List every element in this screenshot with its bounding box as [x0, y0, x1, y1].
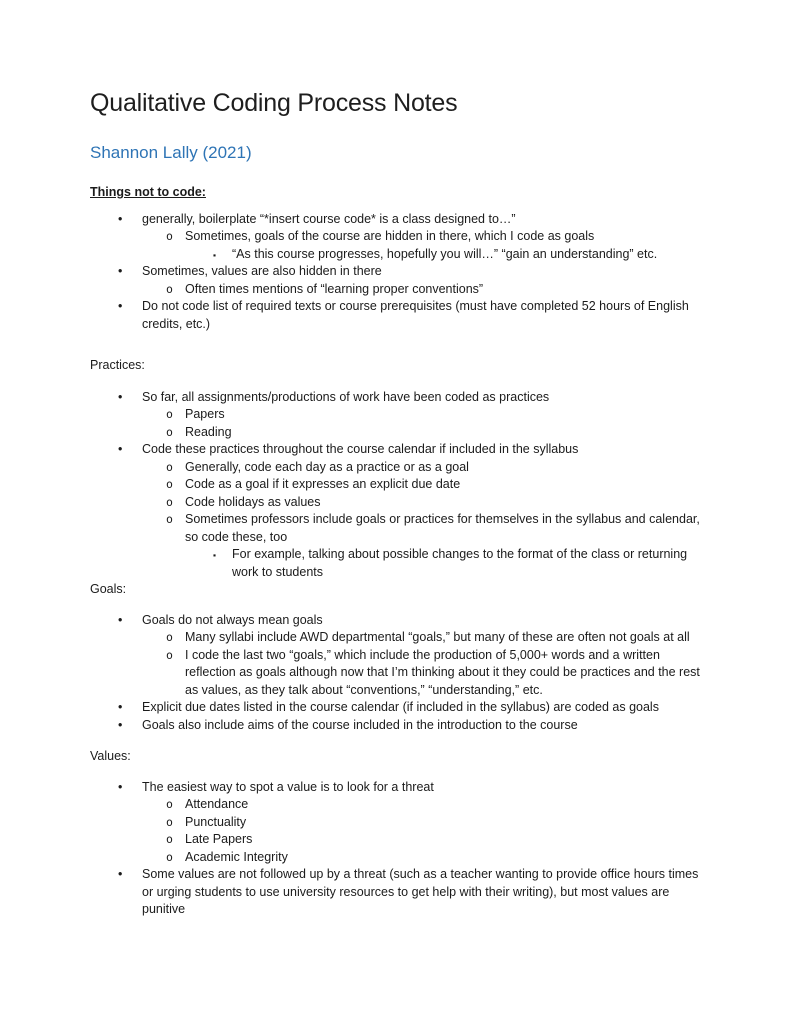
list-item-text: Sometimes professors include goals or practices for themselves in the syllabus and calendar, so code these, too — [185, 512, 700, 544]
list-item — [90, 459, 711, 477]
list-item-text: generally, boilerplate “*insert course code* is a class designed to…” — [142, 211, 516, 226]
bullet-icon: • — [118, 612, 123, 627]
bullet-icon: • — [118, 442, 123, 456]
bullet-icon: o — [166, 229, 173, 243]
bullet-icon: ▪ — [213, 249, 217, 260]
list-item — [90, 866, 711, 919]
bullet-icon: • — [118, 211, 123, 226]
bullet-icon: o — [166, 849, 173, 864]
list-item — [90, 612, 711, 630]
list-item — [90, 424, 711, 442]
list-item-text: Academic Integrity — [185, 849, 288, 864]
list-item — [90, 281, 711, 299]
list-item — [90, 814, 711, 832]
list-item-text: Code holidays as values — [185, 494, 321, 509]
list-item — [90, 389, 711, 407]
bullet-list-things-not-to-code — [90, 211, 711, 334]
list-item — [90, 263, 711, 281]
bullet-icon: o — [166, 459, 173, 474]
list-item — [90, 717, 711, 735]
list-item-text: Goals also include aims of the course included in the introduction to the course — [142, 717, 578, 732]
list-item-text: Goals do not always mean goals — [142, 612, 323, 627]
list-item-text: Generally, code each day as a practice or as a goal — [185, 459, 469, 474]
list-item — [90, 647, 711, 700]
list-item — [90, 476, 711, 494]
author-line: Shannon Lally (2021) — [90, 143, 252, 162]
bullet-icon: ▪ — [213, 550, 217, 560]
list-item-text: Reading — [185, 424, 232, 439]
list-item — [90, 228, 711, 246]
list-item-text: Attendance — [185, 797, 249, 811]
list-item-text: I code the last two “goals,” which include the production of 5,000+ words and a written reflection as goals although now that I’m thinking about it they could be practices and the rest as values, as they talk about “conventions,” “understanding,” etc. — [185, 647, 700, 697]
bullet-icon: o — [166, 512, 173, 526]
bullet-icon: o — [166, 630, 173, 644]
list-item-text: Punctuality — [185, 814, 247, 829]
bullet-list-practices — [90, 389, 711, 582]
list-item — [90, 546, 711, 581]
bullet-icon: o — [166, 797, 173, 811]
list-item-text: Sometimes, values are also hidden in there — [142, 264, 382, 278]
list-item — [90, 511, 711, 546]
bullet-icon: • — [118, 389, 123, 404]
bullet-icon: • — [118, 299, 123, 313]
list-item-text: Often times mentions of “learning proper conventions” — [185, 281, 484, 296]
bullet-list-values — [90, 779, 711, 919]
list-item-text: For example, talking about possible changes to the format of the class or returning work to students — [232, 547, 688, 579]
section-values — [90, 748, 711, 919]
bullet-icon: o — [166, 647, 173, 662]
list-item-text: Code these practices throughout the course calendar if included in the syllabus — [142, 442, 579, 456]
bullet-icon: • — [118, 779, 123, 794]
list-item — [90, 211, 711, 229]
list-item — [90, 246, 711, 264]
bullet-icon: o — [166, 407, 173, 421]
list-item-text: Many syllabi include AWD departmental “goals,” but many of these are often not goals at all — [185, 630, 690, 644]
bullet-icon: • — [118, 867, 123, 881]
section-things-not-to-code — [90, 184, 711, 333]
list-item — [90, 849, 711, 867]
document-title: Qualitative Coding Process Notes — [90, 89, 458, 117]
bullet-icon: • — [118, 700, 123, 714]
list-item-text: Late Papers — [185, 832, 253, 846]
list-item-text: Do not code list of required texts or course prerequisites (must have completed 52 hours of English credits, etc.) — [142, 299, 689, 331]
bullet-icon: o — [166, 477, 173, 491]
list-item-text: Papers — [185, 407, 225, 421]
bullet-list-goals — [90, 612, 711, 735]
section-heading-values: Values: — [90, 749, 131, 763]
list-item — [90, 629, 711, 647]
section-heading-goals: Goals: — [90, 582, 127, 596]
list-item — [90, 796, 711, 814]
list-item-text: Explicit due dates listed in the course calendar (if included in the syllabus) are coded as goals — [142, 700, 659, 714]
list-item — [90, 831, 711, 849]
list-item — [90, 779, 711, 797]
bullet-icon: • — [118, 717, 123, 732]
list-item-text: “As this course progresses, hopefully you will…” “gain an understanding” etc. — [232, 246, 658, 261]
bullet-icon: o — [166, 424, 173, 439]
list-item-text: So far, all assignments/productions of work have been coded as practices — [142, 389, 550, 404]
list-item — [90, 699, 711, 717]
list-item — [90, 441, 711, 459]
bullet-icon: o — [166, 281, 173, 296]
section-heading-things-not-to-code: Things not to code: — [90, 185, 206, 199]
section-practices — [90, 357, 711, 581]
list-item-text: Code as a goal if it expresses an explicit due date — [185, 477, 461, 491]
list-item-text: The easiest way to spot a value is to look for a threat — [142, 779, 434, 794]
list-item — [90, 406, 711, 424]
list-item — [90, 494, 711, 512]
bullet-icon: • — [118, 264, 123, 278]
bullet-icon: o — [166, 832, 173, 846]
bullet-icon: o — [166, 814, 173, 829]
list-item-text: Sometimes, goals of the course are hidden in there, which I code as goals — [185, 229, 595, 243]
list-item-text: Some values are not followed up by a threat (such as a teacher wanting to provide office hours times or urging students to use university resources to get help with their writing), but most values are punitive — [142, 867, 699, 916]
section-goals — [90, 581, 711, 734]
bullet-icon: o — [166, 494, 173, 509]
list-item — [90, 298, 711, 333]
section-heading-practices: Practices: — [90, 358, 145, 372]
